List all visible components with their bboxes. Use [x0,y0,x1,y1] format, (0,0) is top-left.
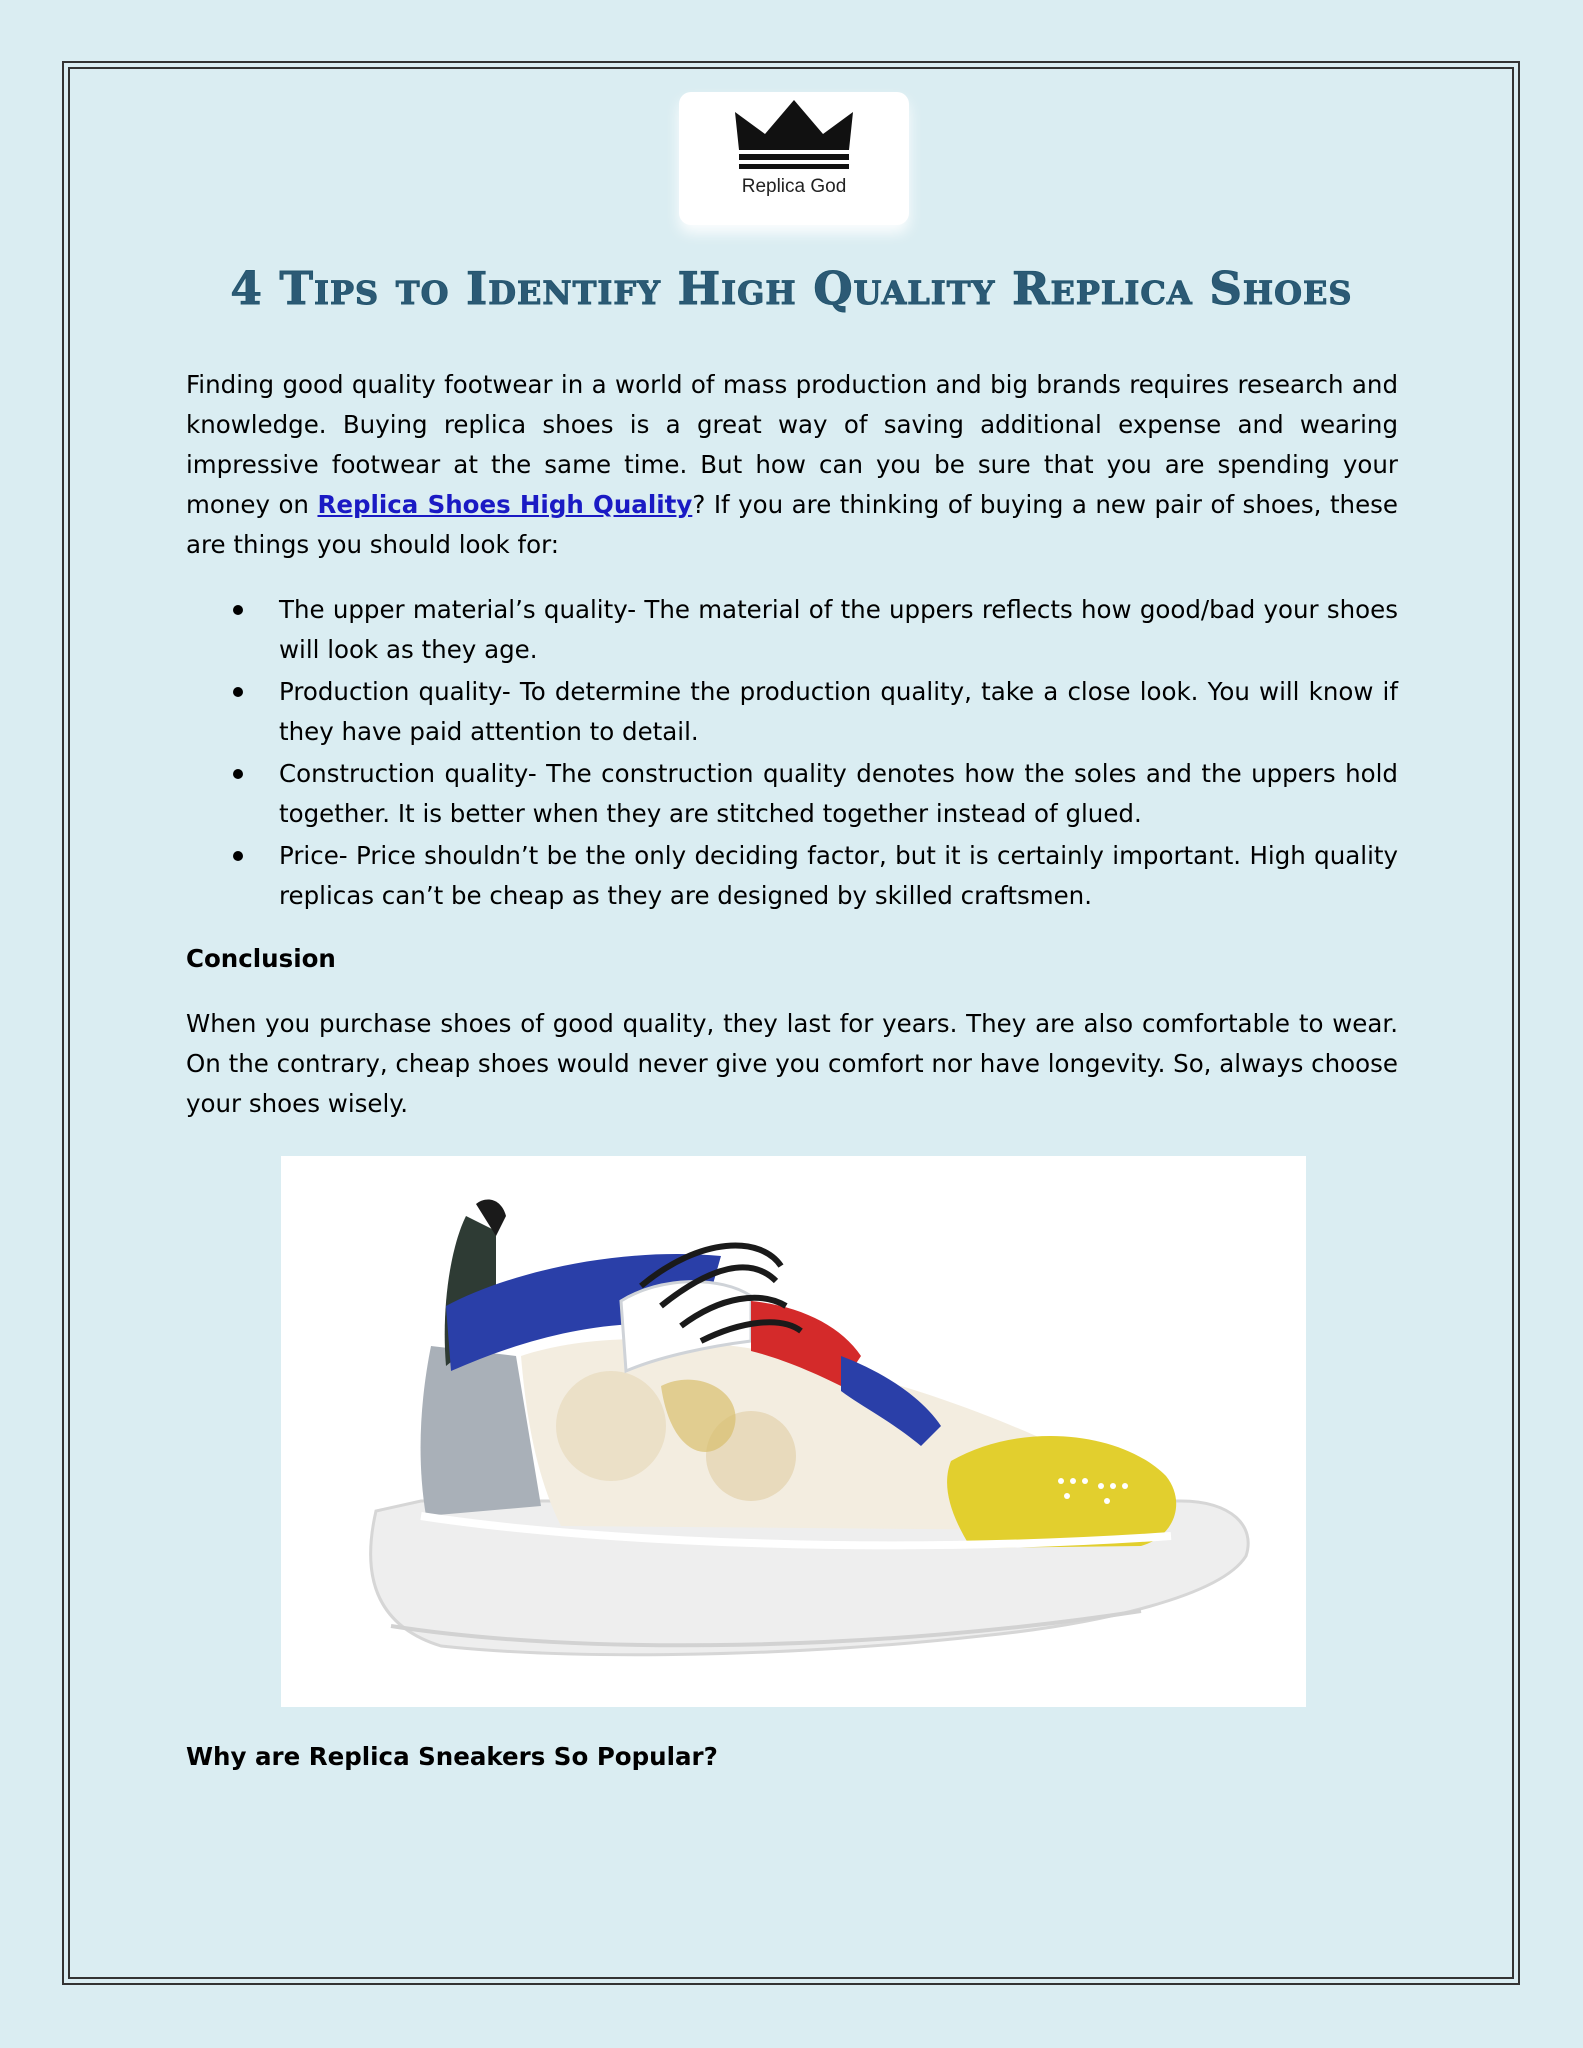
logo-text: Replica God [741,176,847,197]
bullet-icon [233,687,243,697]
logo [679,92,909,225]
conclusion-heading: Conclusion [186,944,336,973]
intro-text-before: Finding good quality footwear in a world of mass production and big brands requires research and knowledge. Buying replica shoes is a great way of saving additional expense and wearing impressive footwear at the same time. But how can you be sure that you are spending your money on [186,370,1398,519]
bullet-icon [233,851,243,861]
article-body [186,365,1398,1124]
intro-paragraph [186,365,1398,565]
section-heading: Why are Replica Sneakers So Popular? [186,1742,718,1771]
page-title: 4 Tips to Identify High Quality Replica Shoes [230,262,1353,315]
list-item [279,590,1398,670]
list-item [279,672,1398,752]
bullet-icon [233,605,243,615]
list-item [279,836,1398,916]
bullet-icon [233,769,243,779]
sneaker-image [281,1156,1306,1707]
tip-text: Price- Price shouldn’t be the only deciding factor, but it is certainly important. High quality replicas can’t be cheap as they are designed by skilled craftsmen. [279,841,1398,910]
intro-text-after: ? If you are thinking of buying a new pair of shoes, these are things you should look for: [186,490,1398,559]
list-item [279,754,1398,834]
conclusion-paragraph: When you purchase shoes of good quality, they last for years. They are also comfortable to wear. On the contrary, cheap shoes would never give you comfort nor have longevity. So, always choose your shoes wisely. [186,1009,1398,1118]
tip-text: The upper material’s quality- The material of the uppers reflects how good/bad your shoes will look as they age. [279,595,1398,664]
crown-icon [731,98,857,178]
tip-text: Construction quality- The construction quality denotes how the soles and the uppers hold together. It is better when they are stitched together instead of glued. [279,759,1398,828]
tips-list [186,590,1398,916]
replica-shoes-link[interactable]: Replica Shoes High Quality [317,490,693,519]
tip-text: Production quality- To determine the production quality, take a close look. You will know if they have paid attention to detail. [279,677,1398,746]
